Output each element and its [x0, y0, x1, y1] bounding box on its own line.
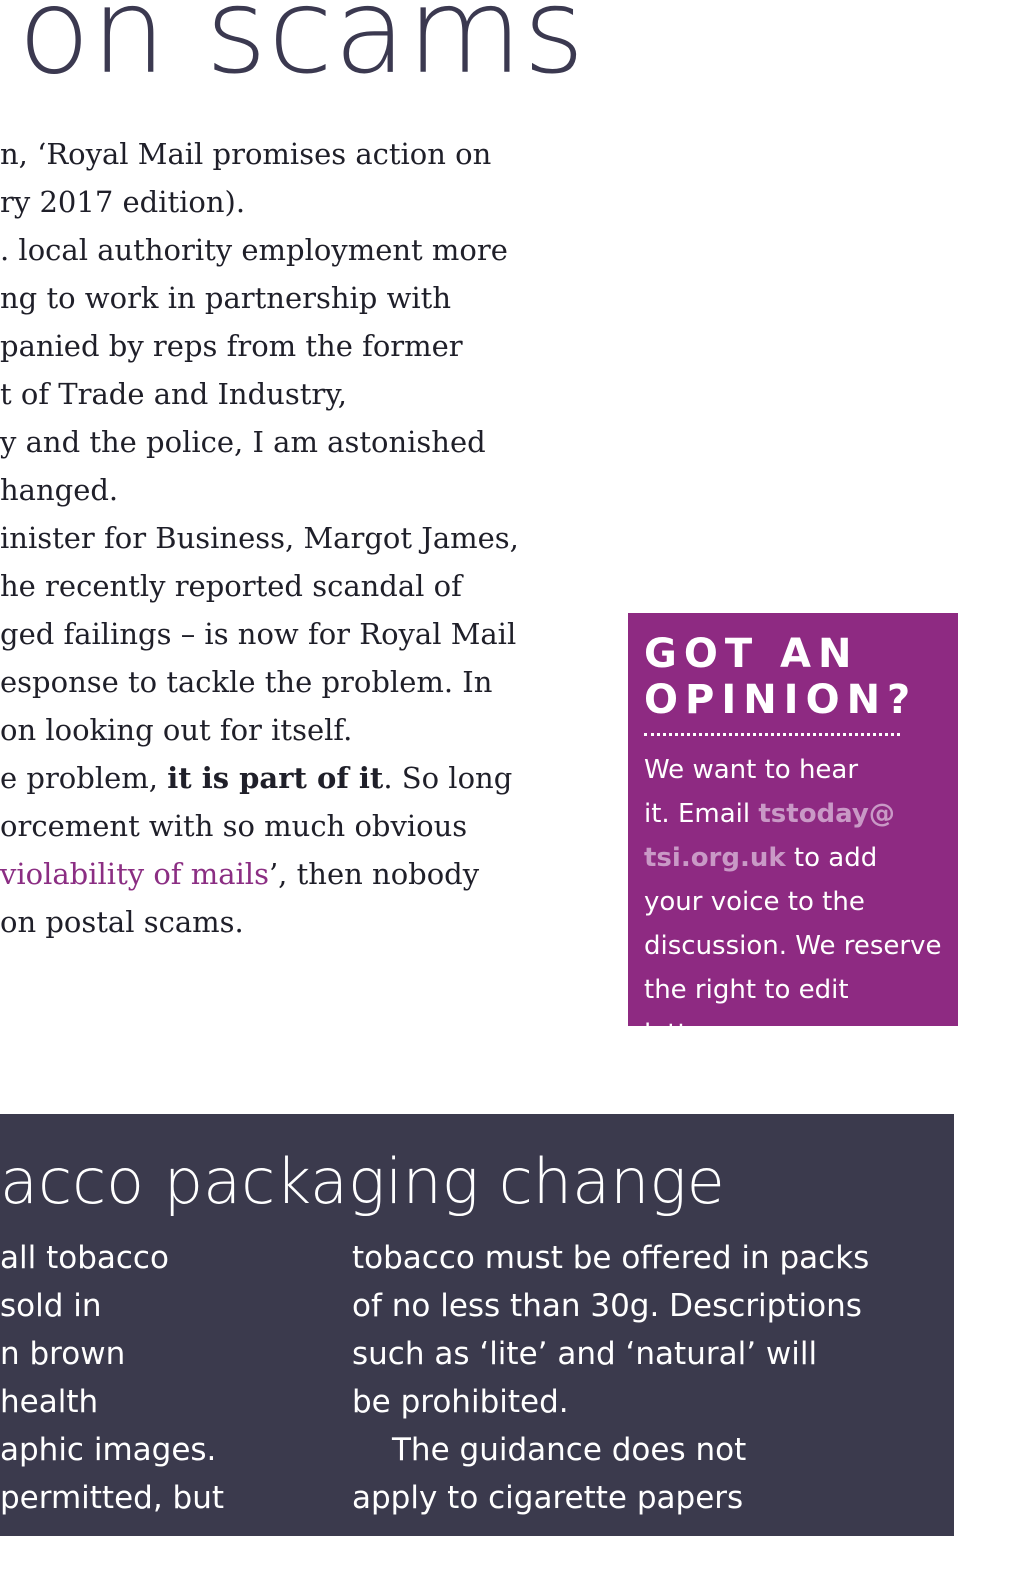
- text-run: to add: [785, 843, 878, 873]
- letter-line: [0, 562, 590, 610]
- opinion-box: [628, 613, 958, 1049]
- text-run: inister for Business, Margot James,: [0, 521, 519, 555]
- letter-line: [0, 802, 590, 850]
- tobacco-headline: acco packaging change: [0, 1145, 725, 1218]
- text-run: y and the police, I am astonished: [0, 425, 486, 459]
- column-line: ...: [352, 1528, 382, 1564]
- letter-line: [0, 658, 590, 706]
- text-run: ry 2017 edition).: [0, 185, 246, 219]
- article-headline: on scams: [18, 0, 586, 100]
- email-link[interactable]: tstoday@: [758, 799, 895, 829]
- text-run: . So long: [383, 761, 513, 795]
- text-run: . local authority employment more: [0, 233, 508, 267]
- column-line: The guidance does not: [392, 1432, 747, 1468]
- text-run: We want to hear: [644, 755, 859, 785]
- letter-line: [0, 322, 590, 370]
- text-run: he recently reported scandal of: [0, 569, 462, 603]
- opinion-line: [644, 792, 942, 836]
- text-run: on looking out for itself.: [0, 713, 353, 747]
- opinion-line: [644, 880, 942, 924]
- column-line: all tobacco: [0, 1240, 169, 1276]
- column-line: tobacco must be offered in packs: [352, 1240, 870, 1276]
- opinion-title-line1: GOT AN: [644, 631, 859, 677]
- text-run: your voice to the: [644, 887, 865, 917]
- tobacco-column-left: [0, 1234, 300, 1570]
- opinion-text: [644, 748, 942, 1056]
- letter-line: [0, 754, 590, 802]
- letter-line: [0, 418, 590, 466]
- letter-line: [0, 610, 590, 658]
- column-line: ...: [0, 1528, 30, 1564]
- opinion-line: [644, 924, 942, 968]
- column-line: health: [0, 1384, 99, 1420]
- text-run: it. Email: [644, 799, 759, 829]
- column-line: such as ‘lite’ and ‘natural’ will: [352, 1336, 818, 1372]
- opinion-line: [644, 748, 942, 792]
- email-link[interactable]: tsi.org.uk: [644, 843, 786, 873]
- letter-line: [0, 130, 590, 178]
- opinion-title-line2: OPINION?: [644, 677, 918, 723]
- letter-line: [0, 274, 590, 322]
- opinion-title: [644, 631, 942, 723]
- tobacco-panel: [0, 1114, 954, 1564]
- text-run: on postal scams.: [0, 905, 244, 939]
- letter-line: [0, 850, 590, 898]
- text-run: ’, then nobody: [268, 857, 480, 891]
- column-line: sold in: [0, 1288, 102, 1324]
- letter-line: [0, 898, 590, 946]
- text-run: ng to work in partnership with: [0, 281, 452, 315]
- text-run: orcement with so much obvious: [0, 809, 468, 843]
- letter-body: [0, 130, 590, 946]
- dotted-divider: [644, 733, 900, 736]
- text-run: t of Trade and Industry,: [0, 377, 347, 411]
- text-run: discussion. We reserve: [644, 931, 942, 961]
- letter-line: [0, 370, 590, 418]
- opinion-line: [644, 836, 942, 880]
- column-line: aphic images.: [0, 1432, 217, 1468]
- opinion-line: [644, 968, 942, 1056]
- column-line: apply to cigarette papers: [352, 1480, 744, 1516]
- column-line: be prohibited.: [352, 1384, 569, 1420]
- letter-line: [0, 514, 590, 562]
- column-line: n brown: [0, 1336, 126, 1372]
- text-run: hanged.: [0, 473, 119, 507]
- column-line: permitted, but: [0, 1480, 225, 1516]
- column-line: of no less than 30g. Descriptions: [352, 1288, 862, 1324]
- text-run: panied by reps from the former: [0, 329, 463, 363]
- highlighted-phrase: violability of mails: [0, 857, 269, 891]
- text-run: n, ‘Royal Mail promises action on: [0, 137, 492, 171]
- letter-line: [0, 466, 590, 514]
- text-run: e problem,: [0, 761, 168, 795]
- letter-line: [0, 178, 590, 226]
- letter-line: [0, 706, 590, 754]
- text-run: it is part of it: [167, 761, 384, 795]
- text-run: esponse to tackle the problem. In: [0, 665, 493, 699]
- text-run: the right to edit letters.: [644, 975, 849, 1049]
- tobacco-column-right: [352, 1234, 932, 1570]
- text-run: ged failings – is now for Royal Mail: [0, 617, 517, 651]
- letter-line: [0, 226, 590, 274]
